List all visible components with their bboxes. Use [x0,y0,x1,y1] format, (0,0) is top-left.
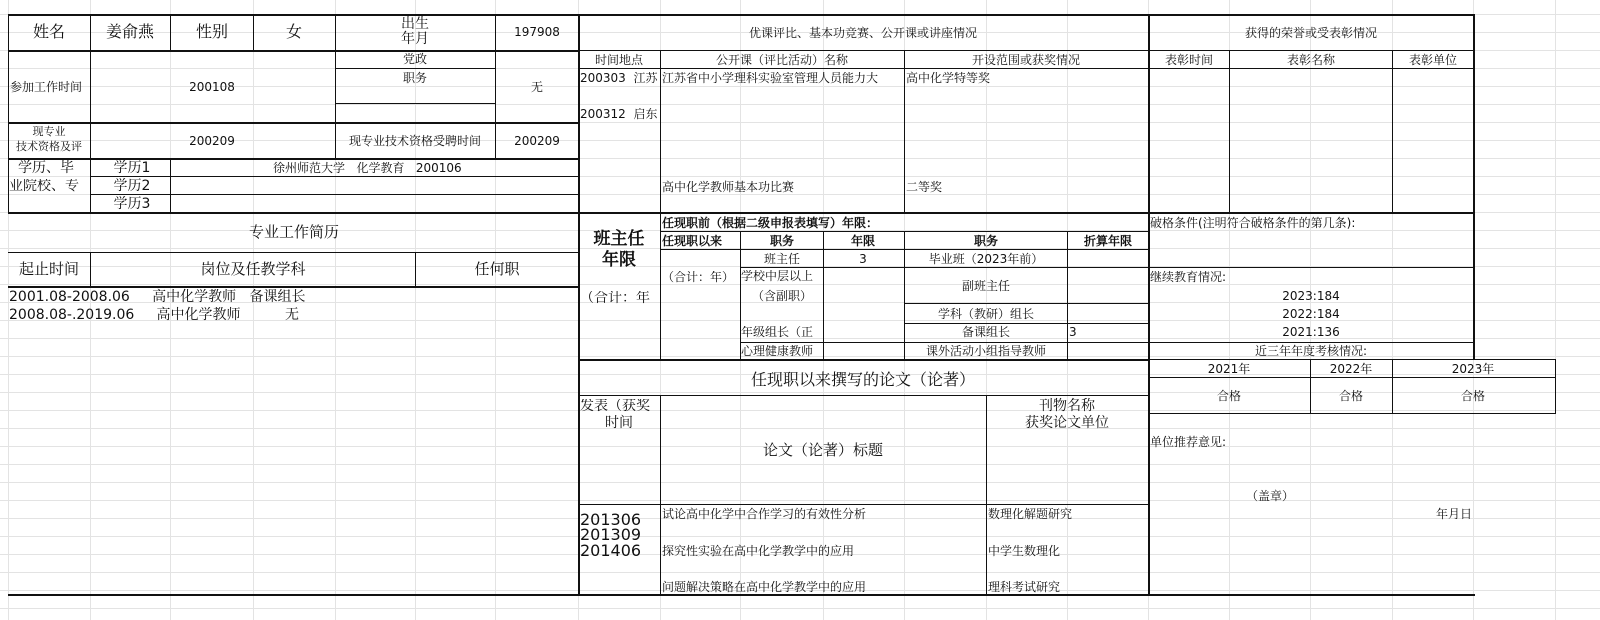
duty2-row: 备课组长 [961,325,1011,339]
edu1-label: 学历1 [113,160,151,176]
resume-row: 2001.08-2008.06 高中化学教师 备课组长 [9,289,306,305]
assessment-result: 合格 [1216,389,1242,403]
paper-date: 201306 [580,510,642,529]
edu3-label: 学历3 [113,196,151,212]
lesson-scope: 高中化学特等奖 [906,71,991,85]
resume-col-duty: 任何职 [474,260,520,278]
cont-edu-item: 2022:184 [1282,307,1340,321]
assessment-result: 合格 [1460,389,1486,403]
paper-pub: 中学生数理化 [988,544,1061,558]
paper-pub: 数理化解题研究 [988,507,1073,521]
party-label-2: 职务 [402,71,428,85]
edu-label-1: 学历、毕 [18,160,74,176]
class-teacher-total: （合计：年 [580,291,650,305]
duty-row: 年级组长（正 [741,326,814,338]
cont-edu-label: 继续教育情况: [1150,270,1227,284]
work-start-label: 参加工作时间 [10,80,83,94]
lessons-col-time: 时间地点 [594,53,644,67]
hire-value: 200209 [514,134,560,148]
years-row: 3 [859,252,867,266]
lesson-name: 江苏省中小学理科实验室管理人员能力大 [662,72,879,84]
edu2-label: 学历2 [113,178,151,194]
honors-col-time: 表彰时间 [1164,53,1214,67]
class-teacher-label-2: 年限 [602,250,636,270]
qual-label-1: 现专业 [32,125,66,138]
party-value: 无 [530,80,544,94]
hire-label: 现专业技术资格受聘时间 [348,134,482,148]
name-value: 姜俞燕 [105,22,155,41]
lessons-col-scope: 开设范围或获奖情况 [971,53,1081,67]
assessment-year: 2023年 [1451,362,1495,376]
birth-label-2: 年月 [401,31,429,47]
convert-row: 3 [1069,325,1077,339]
recommend-label: 单位推荐意见: [1150,435,1227,449]
lesson-time: 200303 江苏 [580,72,658,84]
name-label: 姓名 [32,22,66,41]
qual-label-2: 技术资格及评 [16,140,82,153]
class-teacher-header: 任现职前（根据二级申报表填写）年限： [662,216,879,230]
duty-row-b: （含副职） [751,289,813,303]
lesson-name: 高中化学教师基本功比赛 [662,180,795,194]
assessment-year: 2022年 [1329,362,1373,376]
duty-row: 班主任 [763,252,801,266]
resume-title: 专业工作简历 [248,223,340,241]
resume-col-post: 岗位及任教学科 [200,260,306,278]
party-label-1: 党政 [402,52,428,66]
papers-col-title: 论文（论著）标题 [762,441,884,459]
resume-col-time: 起止时间 [18,260,80,278]
paper-title: 问题解决策略在高中化学教学中的应用 [662,580,867,594]
honors-col-name: 表彰名称 [1286,53,1336,67]
edu1-value: 徐州师范大学 化学教育 200106 [273,161,462,175]
col-duty: 职务 [769,234,795,248]
seal: （盖章） [1245,489,1295,503]
birth-label-1: 出生 [401,16,429,32]
gender-label: 性别 [195,22,229,41]
gender-value: 女 [285,22,303,41]
papers-col-time-1: 发表（获奖 [580,399,650,413]
honors-col-unit: 表彰单位 [1408,53,1458,67]
cont-edu-item: 2023:184 [1282,289,1340,303]
since-total: （合计：年） [662,271,735,283]
papers-title: 任现职以来撰写的论文（论著） [750,370,976,389]
lessons-col-name: 公开课（评比活动）名称 [715,53,849,67]
duty-row: 心理健康教师 [741,345,814,357]
work-start-value: 200108 [189,80,235,94]
col-duty2: 职务 [973,234,999,248]
edu-label-2: 业院校、专 [9,179,79,193]
breakthrough-label: 破格条件(注明符合破格条件的第几条): [1150,216,1356,230]
col-years: 年限 [850,234,876,248]
paper-date: 201406 [580,541,642,560]
duty2-row: 课外活动小组指导教师 [925,344,1047,358]
lesson-scope: 二等奖 [906,180,943,194]
paper-pub: 理科考试研究 [988,580,1061,594]
duty2-row: 副班主任 [961,279,1011,293]
papers-col-time-2: 时间 [605,415,633,431]
assessment-year: 2021年 [1207,362,1251,376]
class-teacher-label-1: 班主任 [593,229,645,249]
lesson-time: 200312 启东 [580,108,658,120]
cont-edu-item: 2021:136 [1282,325,1340,339]
assessment-result: 合格 [1338,389,1364,403]
honors-title: 获得的荣誉或受表彰情况 [1244,26,1378,40]
duty2-row: 学科（教研）组长 [937,307,1035,321]
col-convert: 折算年限 [1083,234,1133,248]
recommend-date: 年月日 [1435,507,1472,521]
duty2-row: 毕业班（2023年前） [928,252,1044,266]
birth-value: 197908 [514,25,560,39]
paper-date: 201309 [580,525,642,544]
lessons-title: 优课评比、基本功竞赛、公开课或讲座情况 [748,26,978,40]
assessment-title: 近三年年度考核情况: [1254,344,1368,358]
resume-row: 2008.08-.2019.06 高中化学教师 无 [9,307,300,323]
papers-col-pub-1: 刊物名称 [1039,398,1095,414]
duty-row: 学校中层以上 [741,270,814,282]
papers-col-pub-2: 获奖论文单位 [1025,415,1109,431]
paper-title: 试论高中化学中合作学习的有效性分析 [662,507,867,521]
paper-title: 探究性实验在高中化学教学中的应用 [662,544,855,558]
since-label: 任现职以来 [662,234,723,248]
qual-value: 200209 [189,134,235,148]
